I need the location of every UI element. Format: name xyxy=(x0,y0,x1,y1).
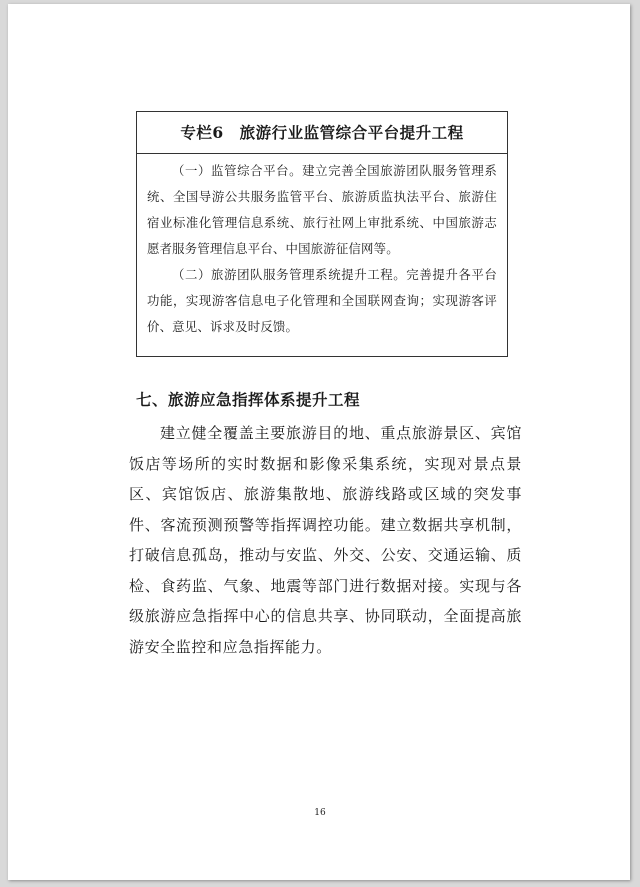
feature-box-title: 专栏6 旅游行业监管综合平台提升工程 xyxy=(137,112,507,154)
section-body-paragraph: 建立健全覆盖主要旅游目的地、重点旅游景区、宾馆饭店等场所的实时数据和影像采集系统，实现对景点景区、宾馆饭店、旅游集散地、旅游线路或区域的突发事件、客流预测预警等指挥调控功能。建立数据共享机制，打破信息孤岛，推动与安监、外交、公安、交通运输、质检、食药监、气象、地震等部门进行数据对接。实现与各级旅游应急指挥中心的信息共享、协同联动，全面提高旅游安全监控和应急指挥能力。 xyxy=(129,424,522,656)
section-heading: 七、旅游应急指挥体系提升工程 xyxy=(136,390,361,409)
feature-box-paragraph-1: （一）监管综合平台。建立完善全国旅游团队服务管理系统、全国导游公共服务监管平台、旅游质监执法平台、旅游住宿业标准化管理信息系统、旅行社网上审批系统、中国旅游志愿者服务管理信息平台、中国旅游征信网等。 xyxy=(147,163,497,256)
feature-box xyxy=(136,111,508,357)
feature-box-paragraph-2: （二）旅游团队服务管理系统提升工程。完善提升各平台功能，实现游客信息电子化管理和全国联网查询；实现游客评价、意见、诉求及时反馈。 xyxy=(147,267,497,334)
feature-box-body xyxy=(137,154,507,340)
page-number: 16 xyxy=(314,808,326,818)
